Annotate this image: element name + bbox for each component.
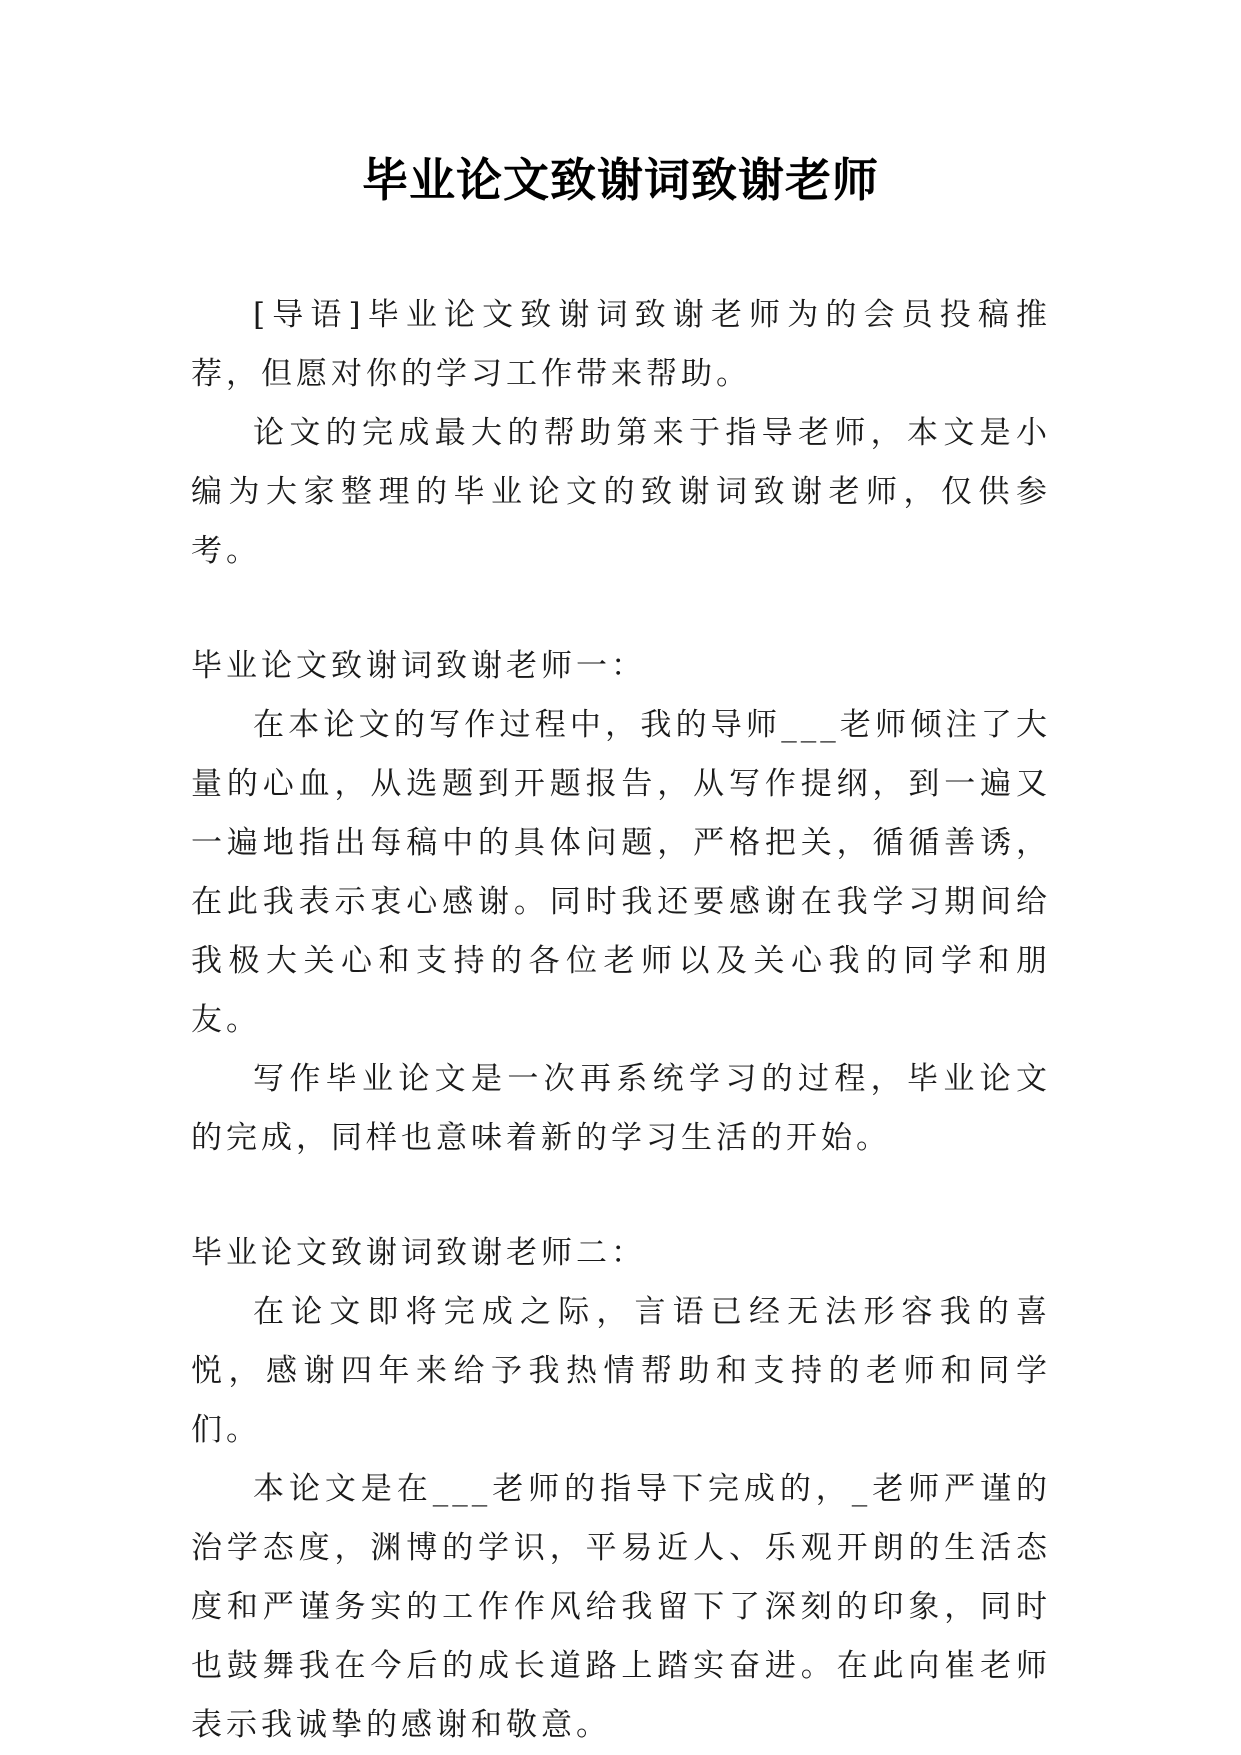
intro-paragraph-2: 论文的完成最大的帮助第来于指导老师，本文是小编为大家整理的毕业论文的致谢词致谢老师，仅供参考。 [191, 415, 1051, 569]
section-2-paragraph-2: 本论文是在___老师的指导下完成的，_老师严谨的治学态度，渊博的学识，平易近人、乐观开朗的生活态度和严谨务实的工作作风给我留下了深刻的印象，同时也鼓舞我在今后的成长道路上踏实奋进。在此向崔老师表示我诚挚的感谢和敬意。 [191, 1471, 1051, 1743]
section-spacer [191, 581, 1051, 637]
section-1-heading: 毕业论文致谢词致谢老师一： [191, 648, 646, 684]
section-1-paragraph-2: 写作毕业论文是一次再系统学习的过程，毕业论文的完成，同样也意味着新的学习生活的开始。 [191, 1061, 1051, 1156]
document-body [191, 286, 1051, 1755]
section-1-paragraph-1: 在本论文的写作过程中，我的导师___老师倾注了大量的心血，从选题到开题报告，从写作提纲，到一遍又一遍地指出每稿中的具体问题，严格把关，循循善诱，在此我表示衷心感谢。同时我还要感谢在我学习期间给我极大关心和支持的各位老师以及关心我的同学和朋友。 [191, 707, 1051, 1038]
document-title: 毕业论文致谢词致谢老师 [362, 153, 879, 207]
section-spacer [191, 1168, 1051, 1224]
section-2-heading: 毕业论文致谢词致谢老师二： [191, 1235, 646, 1271]
intro-paragraph-1: [导语]毕业论文致谢词致谢老师为的会员投稿推荐，但愿对你的学习工作带来帮助。 [191, 297, 1051, 392]
section-2-paragraph-1: 在论文即将完成之际，言语已经无法形容我的喜悦，感谢四年来给予我热情帮助和支持的老师和同学们。 [191, 1294, 1051, 1448]
